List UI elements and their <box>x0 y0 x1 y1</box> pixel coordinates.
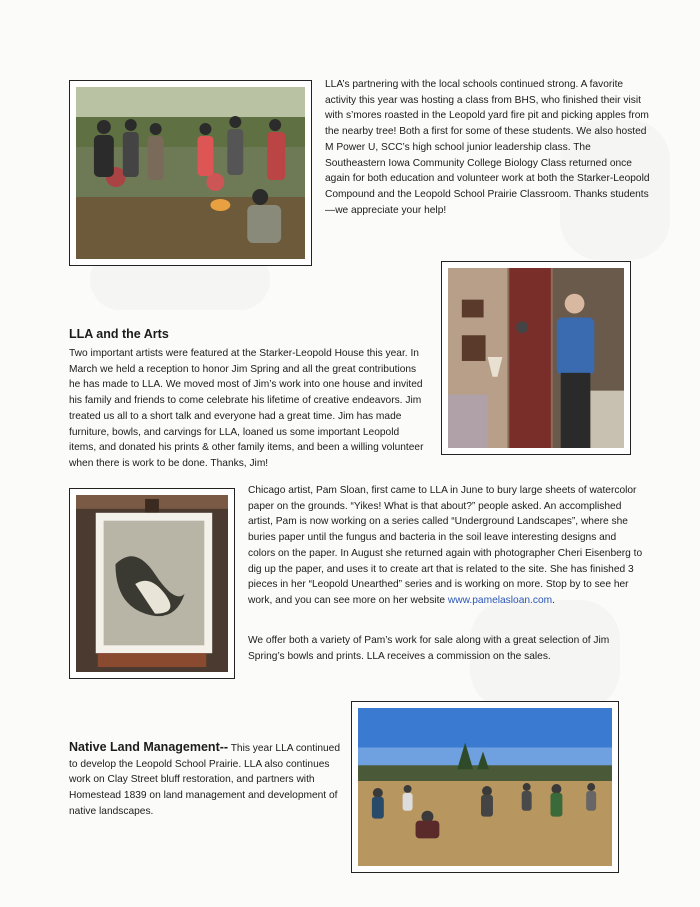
arts-paragraph: Two important artists were featured at the Starker-Leopold House this year. In March we held a reception to honor Jim Spring and all the great contributions he has made to LLA. We moved most of Jim’s work into one house and invited his family and friends to come celebrate his lifetime of creative endeavors. Jim treated us all to a short talk and everyone had a great time. Jim has made furniture, bowls, and carvings for LLA, loaned us some important Leopold items, and donated his prints & other family items, and been a willing volunteer when there is work to be done. Thanks, Jim! <box>69 348 424 469</box>
pam-sale-paragraph: We offer both a variety of Pam’s work for sale along with a great selection of Jim Spring’s bowls and prints. LLA receives a commission on the sales. <box>248 635 610 662</box>
pam-sloan-artwork-image <box>76 495 228 672</box>
jim-spring-image <box>448 268 624 448</box>
photo-students-fire-pit <box>69 80 312 266</box>
photo-pam-sloan-artwork <box>69 488 235 679</box>
native-heading-text: Native Land Management-- <box>69 740 229 754</box>
native-paragraph: This year LLA continued to develop the Leopold School Prairie. LLA also continues work on Clay Street bluff restoration, and partners with Homestead 1839 on land management and development of native landscapes. <box>69 743 341 817</box>
photo-jim-spring <box>441 261 631 455</box>
pam-website-suffix: . <box>552 594 555 606</box>
pam-paragraph: Chicago artist, Pam Sloan, first came to LLA in June to bury large sheets of watercolor paper on the grounds. “Yikes! What is that about?” people asked. An accomplished artist, Pam is now working on a series called “Underground Landscapes”, where she buries paper until the fungus and bacteria in the soil leave interesting designs and colors on the paper. In August she returned again with photographer Cheri Eisenberg to dig up the paper, and uses it to create art that is related to the site. She has finished 3 pieces in her “Leopold Unearthed” series and is working on more. Stop by to see her work, and you can see more on her website <box>248 485 643 606</box>
native-paragraph-block <box>69 740 344 820</box>
intro-paragraph: LLA’s partnering with the local schools continued strong. A favorite activity this year was hosting a class from BHS, who finished their visit with s’mores roasted in the Leopold yard fire pit and picking apples from the nearby tree! Both a first for some of these students. We also hosted M Power U, SCC’s high school junior leadership class. The Southeastern Iowa Community College Biology Class returned once again for both education and volunteer work at both the Starker-Leopold Compound and the Leopold School Prairie Classroom. Thanks students—we appreciate your help! <box>325 79 650 216</box>
pam-website-link[interactable]: www.pamelasloan.com <box>447 594 553 606</box>
pam-paragraph-block <box>248 483 643 609</box>
native-prairie-volunteers-image <box>358 708 612 866</box>
students-fire-pit-image <box>76 87 305 259</box>
photo-native-prairie-volunteers <box>351 701 619 873</box>
arts-heading: LLA and the Arts <box>69 327 169 341</box>
